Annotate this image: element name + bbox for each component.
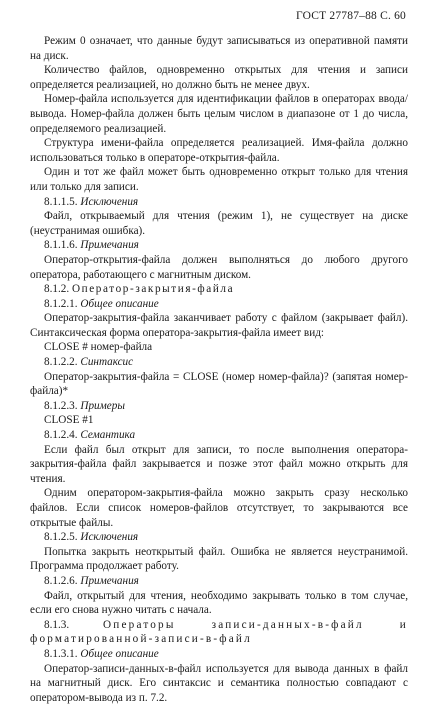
syntax-line: CLOSE # номер-файла <box>44 341 153 354</box>
paragraph-8-1-2-1: Оператор-закрытия-файла заканчивает работу с файлом (закрывает файл). Синтаксическая форма оператора-закрытия-файла имеет вид: <box>30 312 408 339</box>
heading-8-1-3-1 <box>30 647 408 662</box>
paragraph-8-1-2-4-b: Одним оператором-закрытия-файла можно закрыть сразу несколько файлов. Если список номеров-файлов отсутствует, то закрываются все открытые файлы. <box>30 487 408 529</box>
heading-8-1-2-1 <box>30 297 408 312</box>
heading-title: Семантика <box>80 429 136 442</box>
paragraph-same-file: Один и тот же файл может быть одновременно открыт только для чтения или только для записи. <box>30 166 408 193</box>
heading-number: 8.1.2.1. <box>44 297 78 310</box>
paragraph-8-1-2-6: Файл, открытый для чтения, необходимо закрывать только в том случае, если его снова нужно читать с начала. <box>30 589 408 617</box>
paragraph-8-1-2-4-a: Если файл был открыт для записи, то после выполнения оператора-закрытия-файла файл закрывается и позже этот файл можно открыть для чтения. <box>30 443 408 485</box>
heading-title: Примечания <box>80 239 139 252</box>
heading-title: Операторы записи-данных-в-файл и форматированной-записи-в-файл <box>30 618 408 646</box>
page-header: ГОСТ 27787–88 С. 60 <box>296 10 406 22</box>
paragraph-filename-structure: Структура имени-файла определяется реализацией. Имя-файла должно использоваться только в операторе-открытия-файла. <box>30 137 408 164</box>
heading-8-1-2-4 <box>30 428 408 443</box>
heading-number: 8.1.2.6. <box>44 574 78 587</box>
paragraph-8-1-2-2: Оператор-закрытия-файла = CLOSE (номер номер-файла)? (запятая номер-файла)* <box>30 370 408 398</box>
heading-8-1-2-6 <box>30 574 408 589</box>
heading-title: Примеры <box>80 399 125 412</box>
heading-number: 8.1.2.3. <box>44 399 78 412</box>
heading-title: Общее описание <box>80 647 159 660</box>
paragraph-file-count: Количество файлов, одновременно открытых для чтения и записи определяется реализацией, но должно быть не менее двух. <box>30 64 408 91</box>
heading-8-1-1-6 <box>30 238 408 253</box>
heading-title: Общее описание <box>80 297 159 310</box>
heading-number: 8.1.2. <box>44 283 70 296</box>
heading-number: 8.1.2.5. <box>44 531 78 544</box>
heading-8-1-3 <box>30 618 408 647</box>
paragraph-8-1-2-5: Попытка закрыть неоткрытый файл. Ошибка не является неустранимой. Программа продолжает работу. <box>30 545 408 573</box>
heading-number: 8.1.1.5. <box>44 195 78 208</box>
heading-8-1-2-2 <box>30 355 408 370</box>
heading-8-1-2-5 <box>30 530 408 545</box>
heading-number: 8.1.3. <box>44 618 70 631</box>
heading-title: Синтаксис <box>80 356 134 369</box>
heading-number: 8.1.2.2. <box>44 356 78 369</box>
heading-number: 8.1.2.4. <box>44 429 78 442</box>
paragraph-8-1-1-6: Оператор-открытия-файла должен выполняться до любого другого оператора, работающего с магнитным диском. <box>30 253 408 281</box>
heading-title: Оператор-закрытия-файла <box>71 283 235 296</box>
paragraph-file-number: Номер-файла используется для идентификации файлов в операторах ввода/вывода. Номер-файла должен быть целым числом в диапазоне от 1 до числа, определяемого реализацией. <box>30 93 408 135</box>
heading-number: 8.1.3.1. <box>44 647 78 660</box>
document-body <box>30 34 408 705</box>
heading-title: Исключения <box>80 531 139 544</box>
heading-8-1-2-3 <box>30 399 408 414</box>
paragraph-8-1-1-5: Файл, открываемый для чтения (режим 1), не существует на диске (неустранимая ошибка). <box>30 210 408 237</box>
heading-title: Исключения <box>80 195 139 208</box>
example-line: CLOSE #1 <box>44 414 94 427</box>
heading-8-1-2 <box>30 282 408 297</box>
heading-8-1-1-5 <box>30 195 408 210</box>
paragraph-mode0: Режим 0 означает, что данные будут записываться из оперативной памяти на диск. <box>30 35 408 62</box>
paragraph-8-1-3-1: Оператор-записи-данных-в-файл используется для вывода данных в файл на магнитный диск. Его синтаксис и семантика полностью совпадают с оператором-вывода из п. 7.2. <box>30 662 408 704</box>
heading-number: 8.1.1.6. <box>44 239 78 252</box>
heading-title: Примечания <box>80 574 139 587</box>
